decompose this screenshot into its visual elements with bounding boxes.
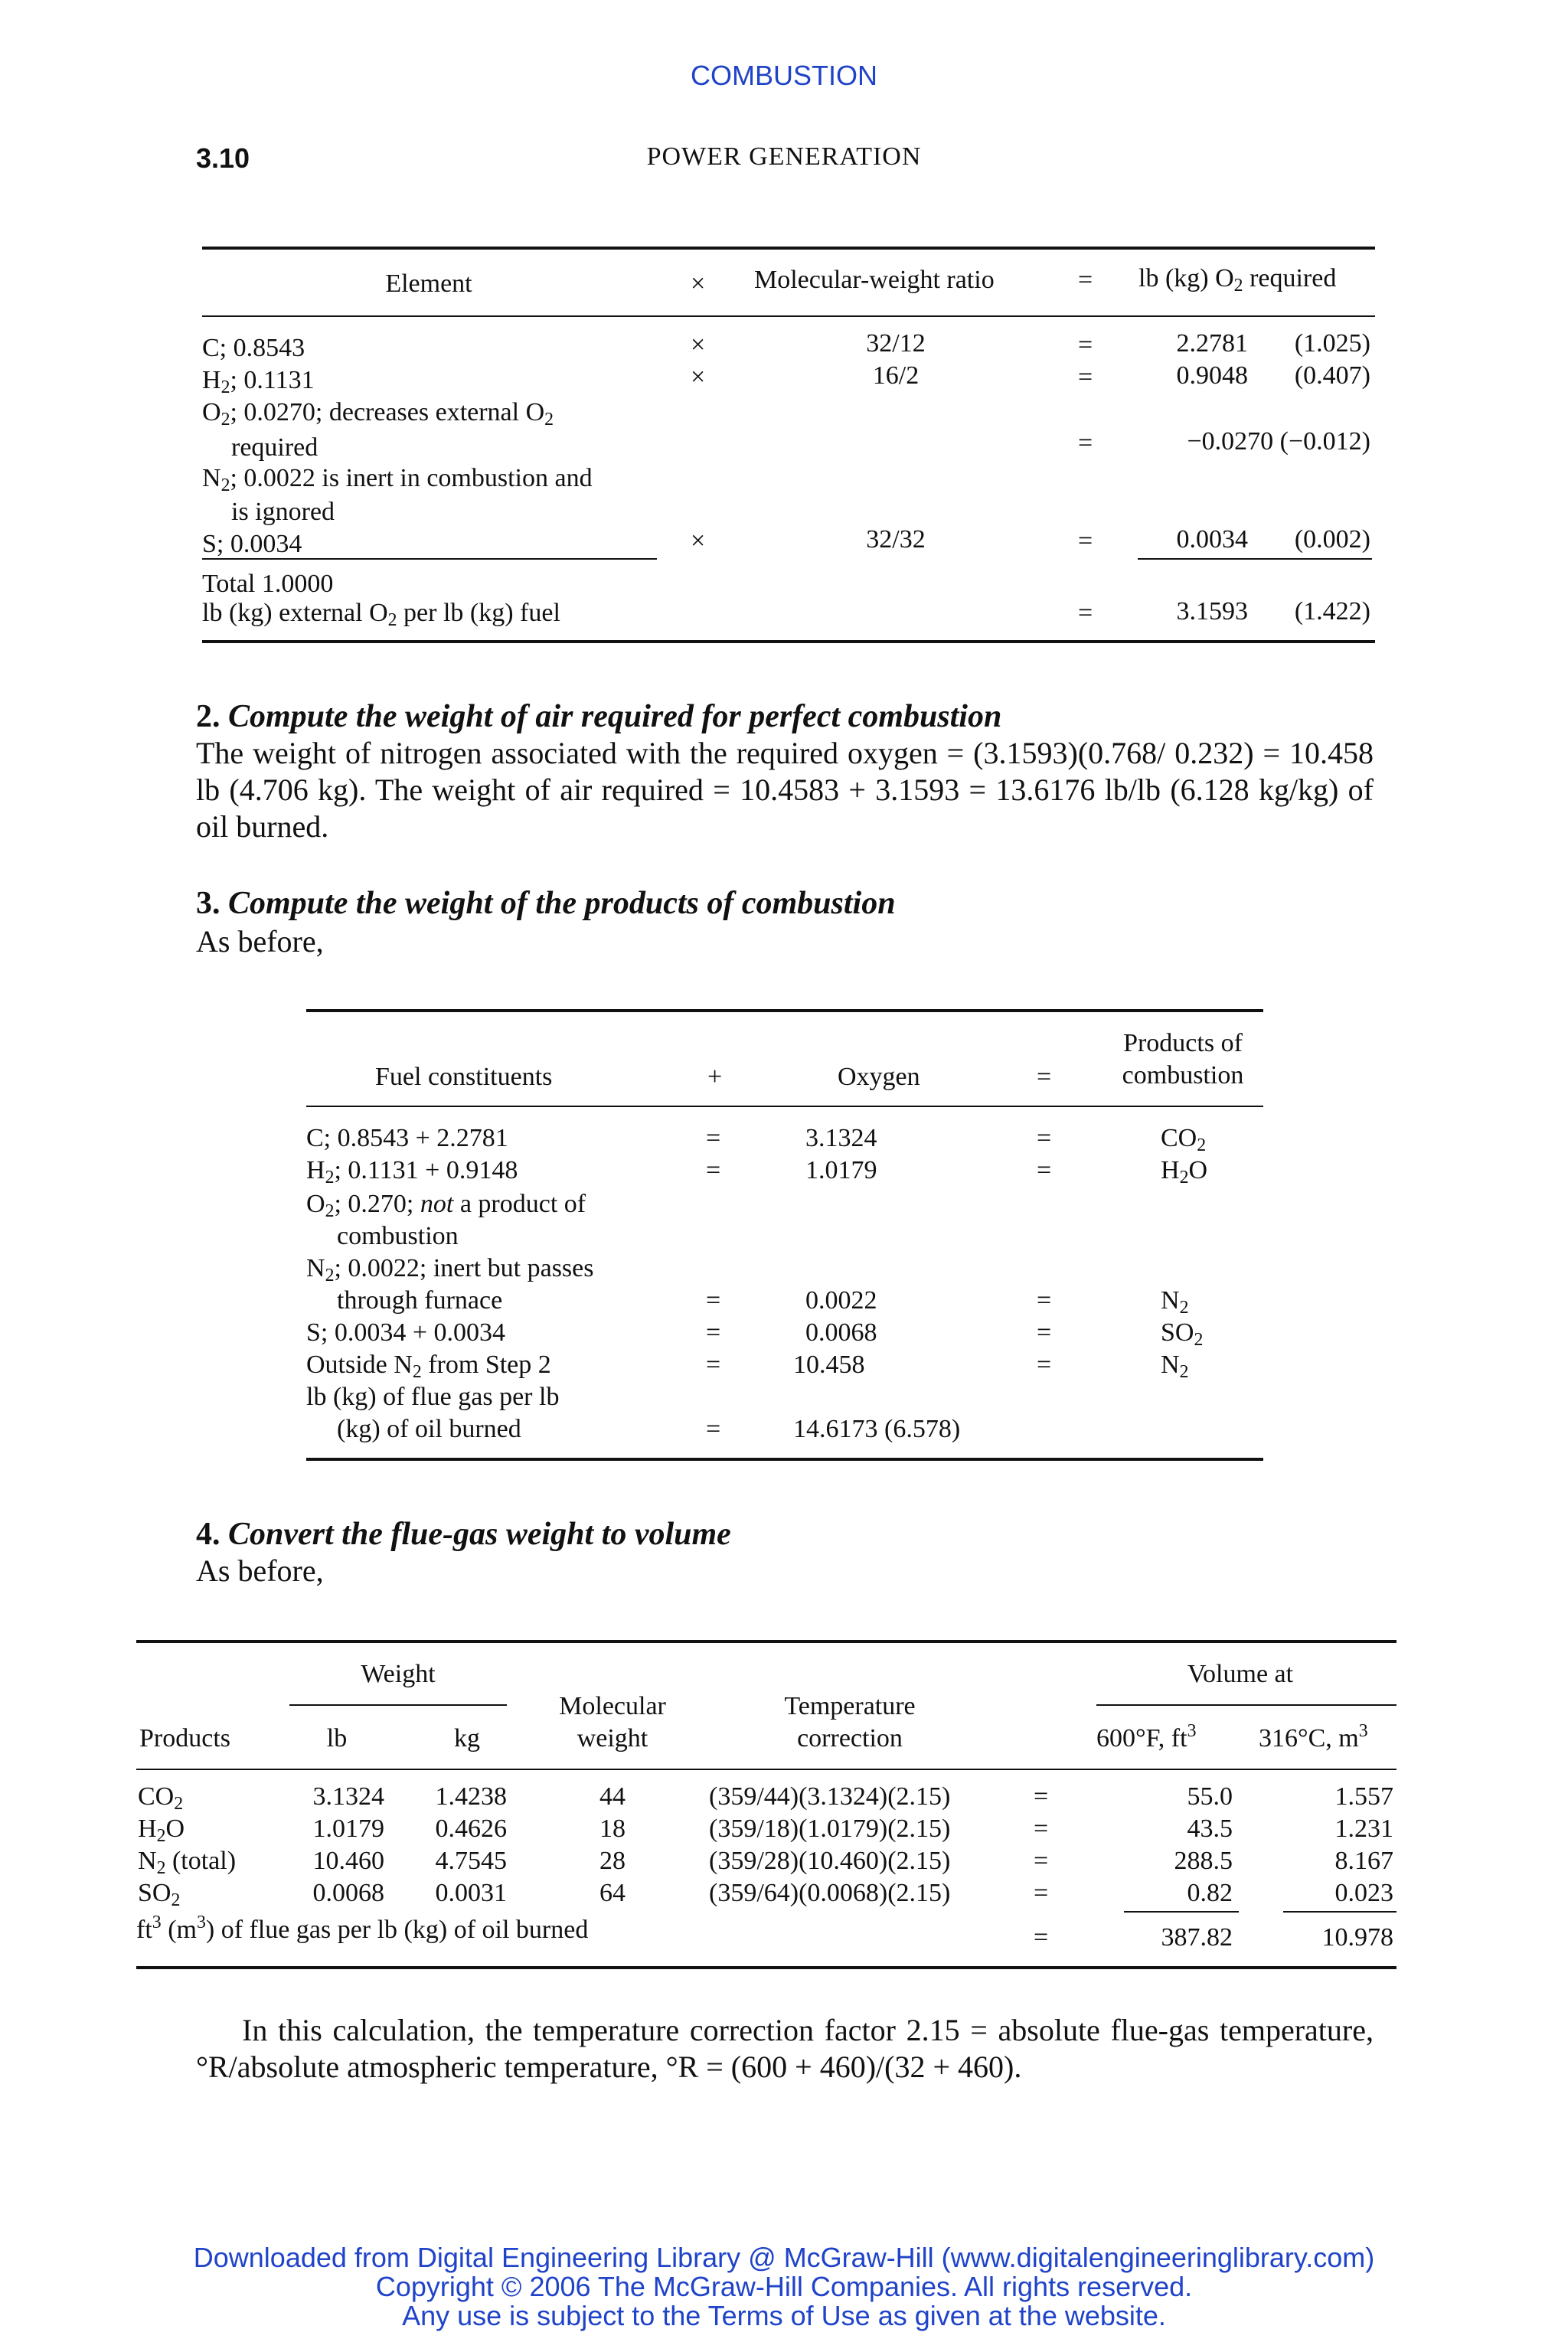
t3-mw: 64 [599,1879,626,1907]
t3-total-eq: = [1034,1923,1049,1952]
t3-kg: 0.0031 [435,1879,507,1907]
row-h2-label: $H_2$; 0.1131 [202,366,315,397]
row-o2-equals: = [1078,429,1093,457]
t2-row-s-oxygen: 0.0068 [805,1318,877,1347]
step4-text: As before, [196,1553,324,1588]
subtotal-rule-right [1138,558,1372,560]
row-external-o2-lb: 3.1593 [1176,597,1248,626]
t3-eq: = [1034,1815,1049,1843]
col-header-products: Products [139,1724,230,1753]
closing-paragraph: In this calculation, the temperature correction factor 2.15 = absolute flue-gas temperature, °R/absolute atmospheric temperature, °R = (600 + 460)/(32 + 460). [196,2013,1374,2084]
m3-sum-rule [1283,1911,1396,1913]
row-external-o2-kg: (1.422) [1294,597,1370,626]
row-total-label: Total 1.0000 [202,570,334,598]
running-title: COMBUSTION [690,60,877,91]
col-header-weight-2: weight [577,1724,648,1753]
col-header-oxygen: Oxygen [838,1063,920,1091]
table2-bottom-rule [306,1458,1263,1461]
t2-row-c-eq2: = [1037,1124,1052,1152]
weight-header-rule [289,1704,507,1706]
row-h2-times: × [691,363,706,391]
t2-row-flue-gas-label-continued: (kg) of oil burned [337,1415,521,1443]
row-s-equals: = [1078,527,1093,555]
t3-kg: 0.4626 [435,1815,507,1843]
t3-kg: 4.7545 [435,1847,507,1875]
page-number: 3.10 [196,142,250,174]
t2-row-outside-n2-label: Outside $N_2$ from Step 2 [306,1351,551,1382]
step3-heading: 3. Compute the weight of the products of combustion [196,886,896,921]
t2-row-h2-eq1: = [706,1156,721,1184]
t3-ft3: 0.82 [1187,1879,1233,1907]
t2-row-c-label: C; 0.8543 + 2.2781 [306,1124,508,1152]
row-n2-label: $N_2$; 0.0022 is inert in combustion and [202,464,593,495]
t3-total-ft3: 387.82 [1161,1923,1233,1952]
t2-row-s-eq1: = [706,1318,721,1347]
t2-row-c-eq1: = [706,1124,721,1152]
t2-row-s-product: $SO_2$ [1161,1318,1204,1350]
t2-row-n2-eq1: = [706,1286,721,1315]
col-header-m3: 316°C, $m^3$ [1259,1720,1368,1753]
row-s-times: × [691,527,706,555]
col-header-correction: correction [797,1724,903,1753]
t3-m3: 8.167 [1334,1847,1393,1875]
step3-text: As before, [196,924,324,959]
col-header-temperature: Temperature [784,1692,916,1720]
col-header-weight: Weight [361,1660,436,1688]
row-c-kg: (1.025) [1294,329,1370,358]
table3-top-rule [136,1640,1396,1643]
t3-product: $H_2O$ [138,1815,185,1846]
col-header-products-line1: Products of [1123,1029,1243,1057]
t3-ft3: 43.5 [1187,1815,1233,1843]
col-header-equals: = [1078,266,1093,294]
col-header-products-line2: combustion [1122,1061,1244,1089]
t2-row-outside-n2-product: $N_2$ [1161,1351,1189,1382]
step2-heading: 2. Compute the weight of air required for perfect combustion [196,699,1002,734]
t3-lb: 0.0068 [312,1879,384,1907]
col-header-volume: Volume at [1187,1660,1294,1688]
row-h2-ratio: 16/2 [872,361,920,390]
t2-row-n2-eq2: = [1037,1286,1052,1315]
col-header-ratio: Molecular-weight ratio [754,266,995,294]
t3-m3: 1.231 [1334,1815,1393,1843]
col-header-element: Element [385,270,472,298]
t2-row-s-label: S; 0.0034 + 0.0034 [306,1318,506,1347]
footer-copyright: Copyright © 2006 The McGraw-Hill Companies. All rights reserved. [375,2271,1193,2302]
col-header-equals: = [1037,1063,1052,1091]
t2-row-flue-gas-value: 14.6173 (6.578) [793,1415,961,1443]
table-bottom-rule [202,640,1375,643]
row-c-ratio: 32/12 [866,329,926,358]
t3-product: $CO_2$ [138,1782,184,1814]
col-header-fuel: Fuel constituents [375,1063,553,1091]
subtotal-rule-left [202,558,657,560]
table2-header-rule [306,1106,1263,1107]
t2-row-c-oxygen: 3.1324 [805,1124,877,1152]
t2-row-outside-n2-oxygen: 10.458 [793,1351,865,1379]
row-o2-label: $O_2$; 0.0270; decreases external $O_2$ [202,398,554,430]
t3-correction: (359/28)(10.460)(2.15) [709,1847,951,1875]
t3-mw: 18 [599,1815,626,1843]
col-header-ft3: 600°F, $ft^3$ [1096,1720,1197,1753]
t3-mw: 44 [599,1782,626,1811]
t3-total-m3: 10.978 [1321,1923,1393,1952]
t3-mw: 28 [599,1847,626,1875]
table3-header-rule [136,1769,1396,1770]
row-external-o2-label: lb (kg) external $O_2$ per lb (kg) fuel [202,599,560,630]
t2-row-outside-n2-eq1: = [706,1351,721,1379]
row-s-kg: (0.002) [1294,525,1370,554]
t3-lb: 10.460 [312,1847,384,1875]
row-s-ratio: 32/32 [866,525,926,554]
row-c-equals: = [1078,331,1093,359]
table3-bottom-rule [136,1966,1396,1969]
t2-row-o2-label: $O_2$; 0.270; not a product of [306,1190,586,1221]
t2-row-s-eq2: = [1037,1318,1052,1347]
t2-row-c-product: $CO_2$ [1161,1124,1207,1155]
t3-total-label: $ft^3$ $(m^3)$ of flue gas per lb (kg) of oil burned [136,1912,589,1944]
t3-correction: (359/18)(1.0179)(2.15) [709,1815,951,1843]
row-h2-kg: (0.407) [1294,361,1370,390]
col-header-molecular: Molecular [559,1692,666,1720]
t3-m3: 0.023 [1334,1879,1393,1907]
t2-row-n2-product: $N_2$ [1161,1286,1189,1318]
table2-top-rule [306,1009,1263,1012]
footer-terms: Any use is subject to the Terms of Use as given at the website. [402,2300,1166,2331]
row-h2-lb: 0.9048 [1176,361,1248,390]
ft3-sum-rule [1124,1911,1239,1913]
volume-header-rule [1096,1704,1396,1706]
section-title: POWER GENERATION [646,142,922,171]
t2-row-flue-gas-eq: = [706,1415,721,1443]
t3-kg: 1.4238 [435,1782,507,1811]
t2-row-n2-oxygen: 0.0022 [805,1286,877,1315]
t2-row-h2-oxygen: 1.0179 [805,1156,877,1184]
t3-eq: = [1034,1879,1049,1907]
col-header-plus: + [707,1063,723,1091]
t2-row-h2-product: $H_2O$ [1161,1156,1208,1187]
t3-ft3: 288.5 [1174,1847,1233,1875]
row-c-lb: 2.2781 [1176,329,1248,358]
t3-m3: 1.557 [1334,1782,1393,1811]
row-s-label: S; 0.0034 [202,530,302,558]
t3-lb: 3.1324 [312,1782,384,1811]
t2-row-outside-n2-eq2: = [1037,1351,1052,1379]
t2-row-h2-label: $H_2$; 0.1131 + 0.9148 [306,1156,518,1187]
row-external-o2-equals: = [1078,599,1093,627]
t3-correction: (359/44)(3.1324)(2.15) [709,1782,951,1811]
t2-row-n2-label: $N_2$; 0.0022; inert but passes [306,1254,594,1285]
t3-ft3: 55.0 [1187,1782,1233,1811]
row-c-times: × [691,331,706,359]
footer-download-link[interactable]: Downloaded from Digital Engineering Library @ McGraw-Hill (www.digitalengineeringlibrary.com) [193,2242,1375,2273]
row-o2-label-continued: required [231,433,318,462]
t3-product: $N_2$ (total) [138,1847,237,1878]
row-o2-value: −0.0270 (−0.012) [1187,427,1370,456]
t3-lb: 1.0179 [312,1815,384,1843]
t2-row-o2-label-continued: combustion [337,1222,459,1250]
row-h2-equals: = [1078,363,1093,391]
step4-heading: 4. Convert the flue-gas weight to volume [196,1517,731,1552]
row-n2-label-continued: is ignored [231,498,335,526]
col-header-kg: kg [454,1724,480,1753]
t3-eq: = [1034,1847,1049,1875]
col-header-times: × [691,270,706,298]
t3-product: $SO_2$ [138,1879,181,1910]
step2-text: The weight of nitrogen associated with the required oxygen = (3.1593)(0.768/ 0.232) = 10.458 lb (4.706 kg). The weight of air required = 10.4583 + 3.1593 = 13.6176 lb/lb (6.128 kg/kg) of oil burned. [196,736,1374,844]
t3-eq: = [1034,1782,1049,1811]
row-s-lb: 0.0034 [1176,525,1248,554]
t2-row-h2-eq2: = [1037,1156,1052,1184]
t2-row-n2-label-continued: through furnace [337,1286,503,1315]
t2-row-flue-gas-label: lb (kg) of flue gas per lb [306,1383,560,1411]
t3-correction: (359/64)(0.0068)(2.15) [709,1879,951,1907]
row-c-label: C; 0.8543 [202,334,305,362]
col-header-o2-required: lb (kg) $O_2$ required [1138,264,1337,296]
table-header-rule [202,315,1375,317]
table-top-rule [202,247,1375,250]
col-header-lb: lb [326,1724,348,1753]
